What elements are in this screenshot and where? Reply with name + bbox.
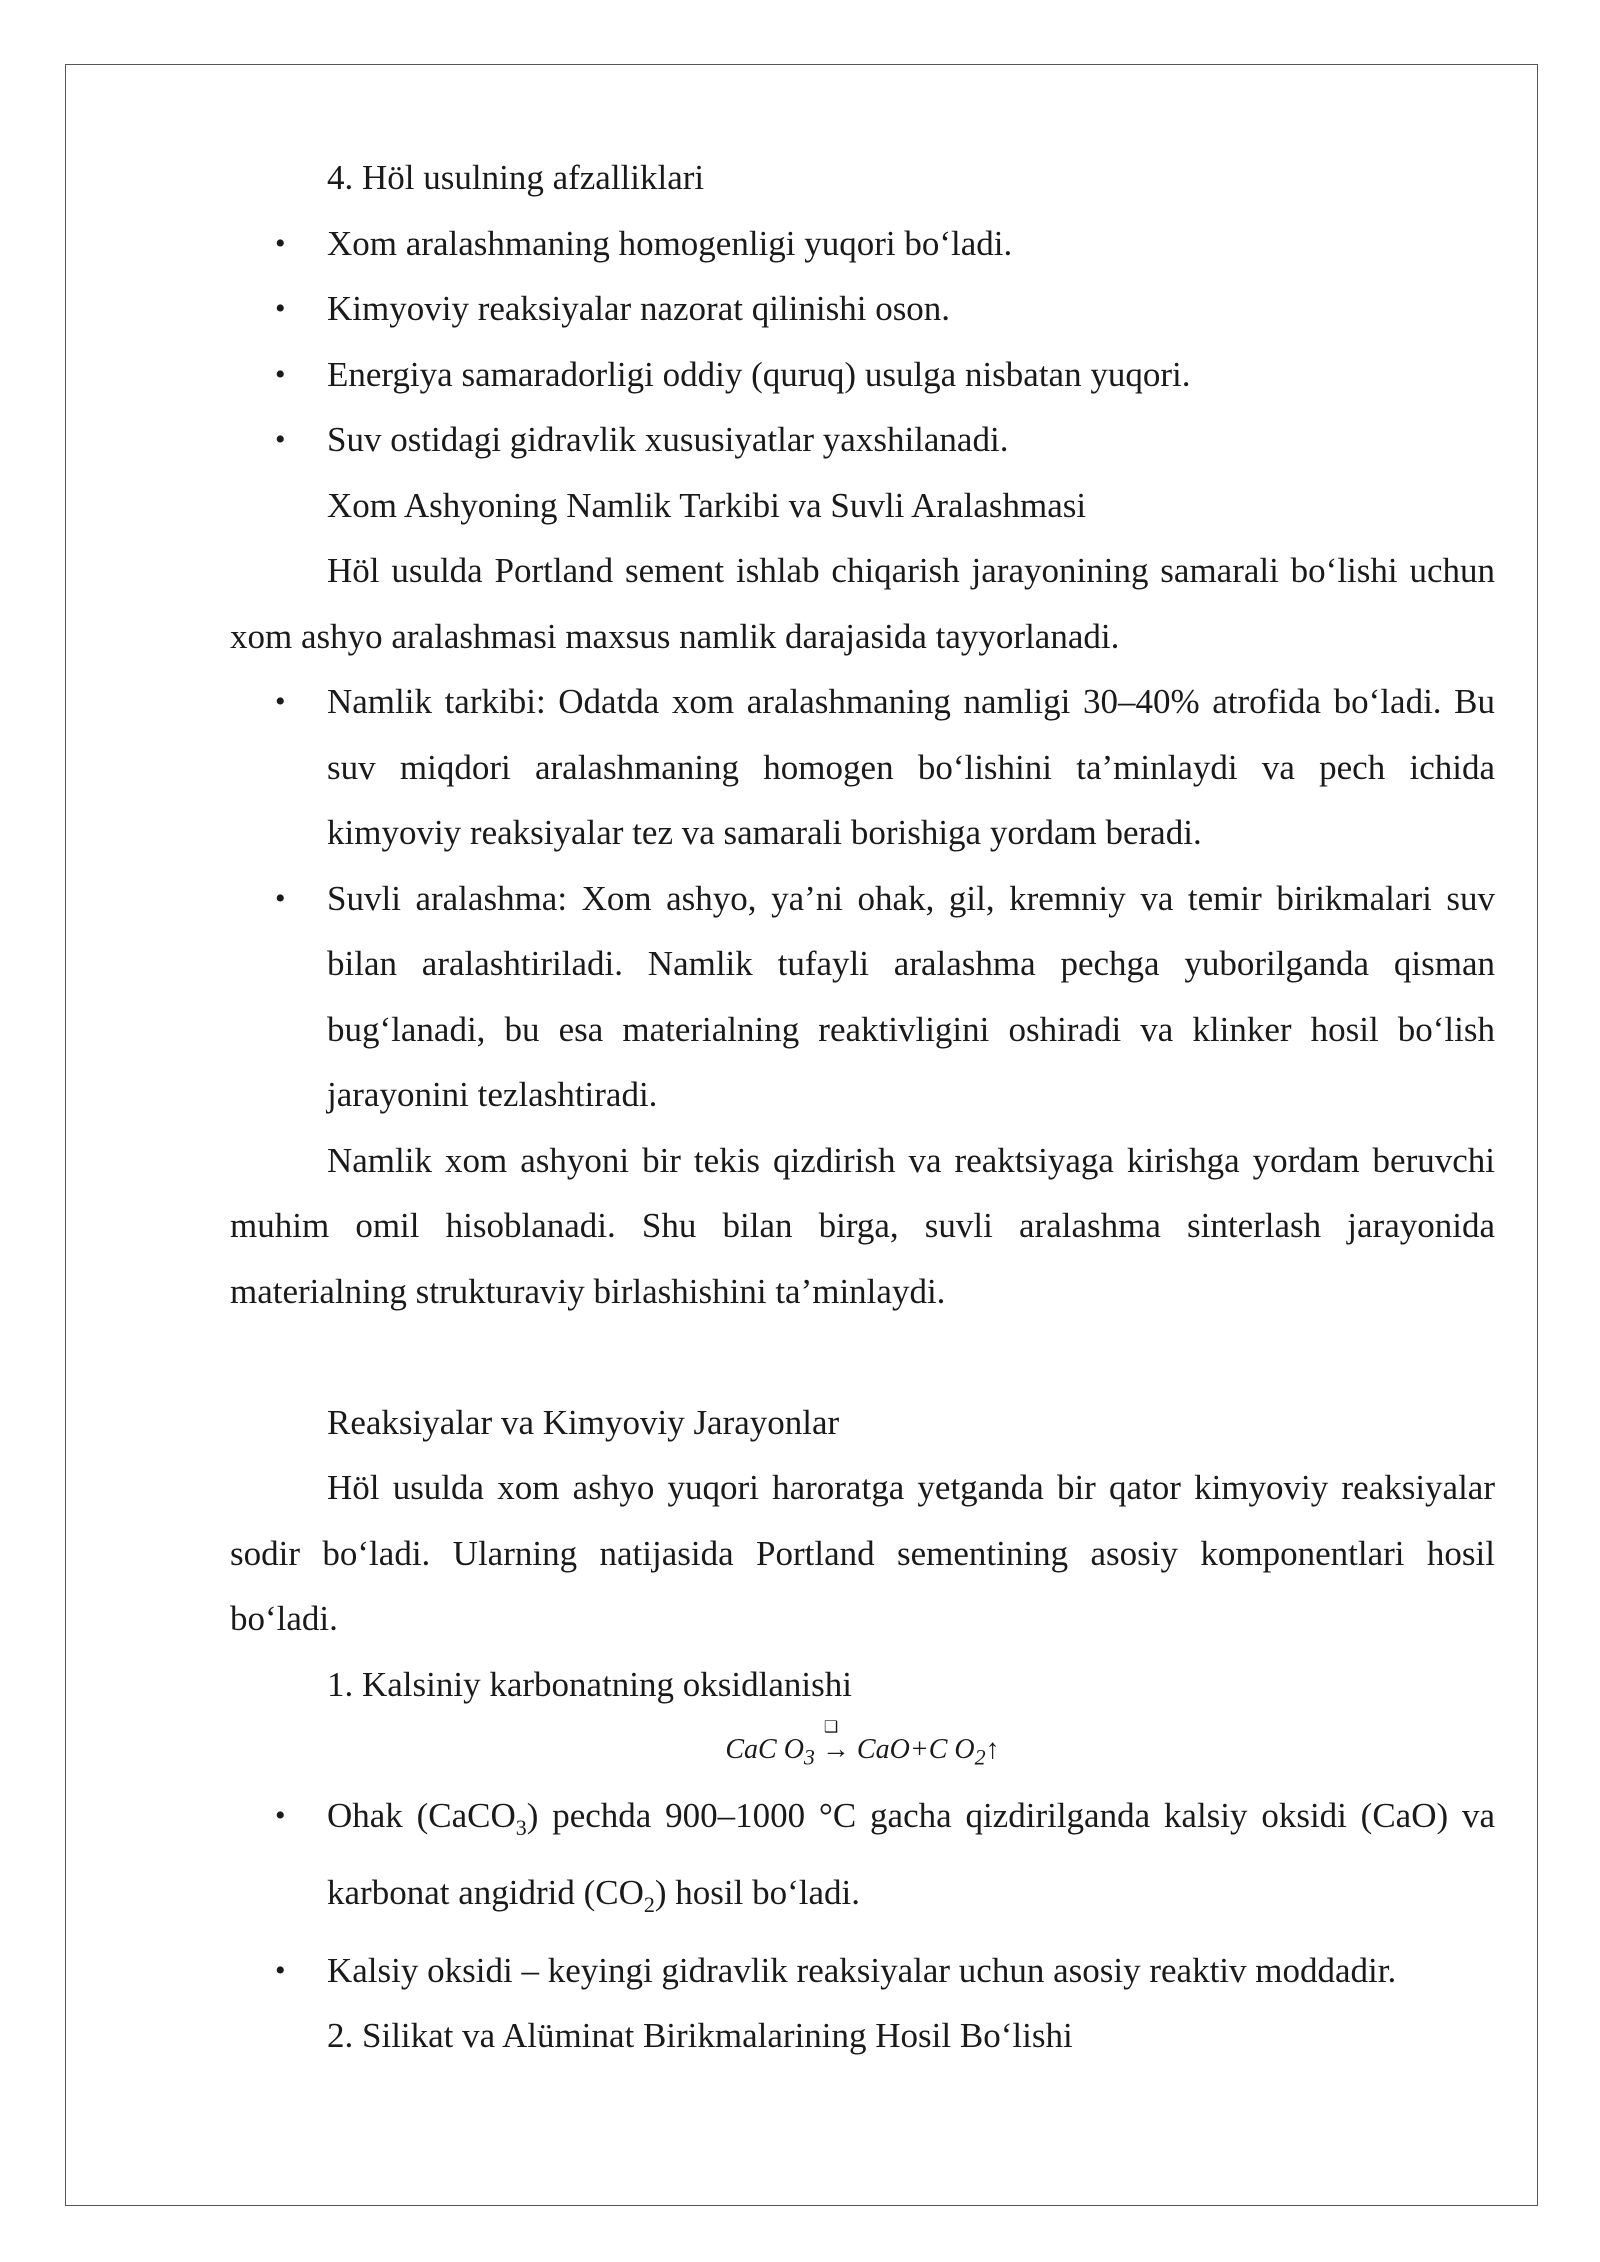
document-body	[230, 145, 1495, 2069]
paragraph: Namlik xom ashyoni bir tekis qizdirish va reaktsiyaga kirishga yordam beruvchi muhim omil hisoblanadi. Shu bilan birga, suvli aralashma sinterlash jarayonida materialning strukturaviy birlashishini ta’minlaydi.	[230, 1140, 1495, 1311]
calcination-list	[230, 1783, 1495, 2004]
list-item: • Kimyoviy reaksiyalar nazorat qilinishi oson.	[230, 276, 1495, 342]
bullet-icon: •	[275, 881, 286, 915]
up-arrow-icon: ↑	[985, 1734, 1000, 1765]
equation-rhs-product1: CaO	[856, 1734, 910, 1765]
subsection-heading-silicates: 2. Silikat va Alüminat Birikmalarining Hosil Bo‘lishi	[327, 2016, 1073, 2055]
placeholder-box-icon: ❑	[823, 1719, 839, 1736]
list-item: • Ohak (CaCO$_3$) pechda 900–1000 °C gacha qizdirilganda kalsiy oksidi (CaO) va karbonat angidrid $(CO_2)$ hosil bo‘ladi.	[230, 1783, 1495, 1938]
section-heading-advantages: 4. Höl usulning afzalliklari	[327, 158, 705, 197]
bullet-icon: •	[275, 685, 286, 718]
list-item: • Suvli aralashma: Xom ashyo, ya’ni ohak, gil, kremniy va temir birikmalari suv bilan aralashtiriladi. Namlik tufayli aralashma pechga yuborilganda qisman bug‘lanadi, bu esa materialning reaktivligini oshiradi va klinker hosil bo‘lish jarayonini tezlashtiradi.	[230, 866, 1495, 1128]
list-item: • Kalsiy oksidi – keyingi gidravlik reaksiyalar uchun asosiy reaktiv moddadir.	[230, 1938, 1495, 2004]
bullet-icon: •	[275, 226, 286, 260]
bullet-icon: •	[275, 292, 286, 325]
paragraph: Höl usulda Portland sement ishlab chiqarish jarayonining samarali bo‘lishi uchun xom ashyo aralashmasi maxsus namlik darajasida tayyorlanadi.	[230, 551, 1495, 656]
bullet-icon: •	[275, 1953, 286, 1987]
paragraph: Höl usulda xom ashyo yuqori haroratga yetganda bir qator kimyoviy reaksiyalar sodir bo‘ladi. Ularning natijasida Portland sementining asosiy komponentlari hosil bo‘ladi.	[230, 1468, 1495, 1638]
arrow-icon: →	[821, 1734, 850, 1765]
chemical-equation: CaC $O_3$ ❑ → CaO+C $O_2↑$	[230, 1717, 1495, 1783]
moisture-list	[230, 669, 1495, 1128]
subsection-heading-calcination: 1. Kalsiniy karbonatning oksidlanishi	[327, 1664, 852, 1704]
equation-rhs-product2: C O	[928, 1734, 975, 1765]
bullet-icon: •	[275, 423, 286, 456]
section-heading-moisture: Xom Ashyoning Namlik Tarkibi va Suvli Aralashmasi	[327, 485, 1087, 525]
advantages-list	[230, 211, 1495, 473]
list-item: • Energiya samaradorligi oddiy (quruq) usulga nisbatan yuqori.	[230, 342, 1495, 408]
bullet-icon: •	[275, 1798, 286, 1832]
equation-lhs: CaC O	[725, 1734, 804, 1765]
list-item: • Suv ostidagi gidravlik xususiyatlar yaxshilanadi.	[230, 407, 1495, 473]
section-heading-reactions: Reaksiyalar va Kimyoviy Jarayonlar	[327, 1402, 840, 1442]
list-item: • Xom aralashmaning homogenligi yuqori bo‘ladi.	[230, 211, 1495, 277]
bullet-icon: •	[275, 357, 286, 391]
blank-line	[230, 1324, 1495, 1390]
list-item: • Namlik tarkibi: Odatda xom aralashmaning namligi 30–40% atrofida bo‘ladi. Bu suv miqdori aralashmaning homogen bo‘lishini ta’minlaydi va pech ichida kimyoviy reaksiyalar tez va samarali borishiga yordam beradi.	[230, 669, 1495, 866]
